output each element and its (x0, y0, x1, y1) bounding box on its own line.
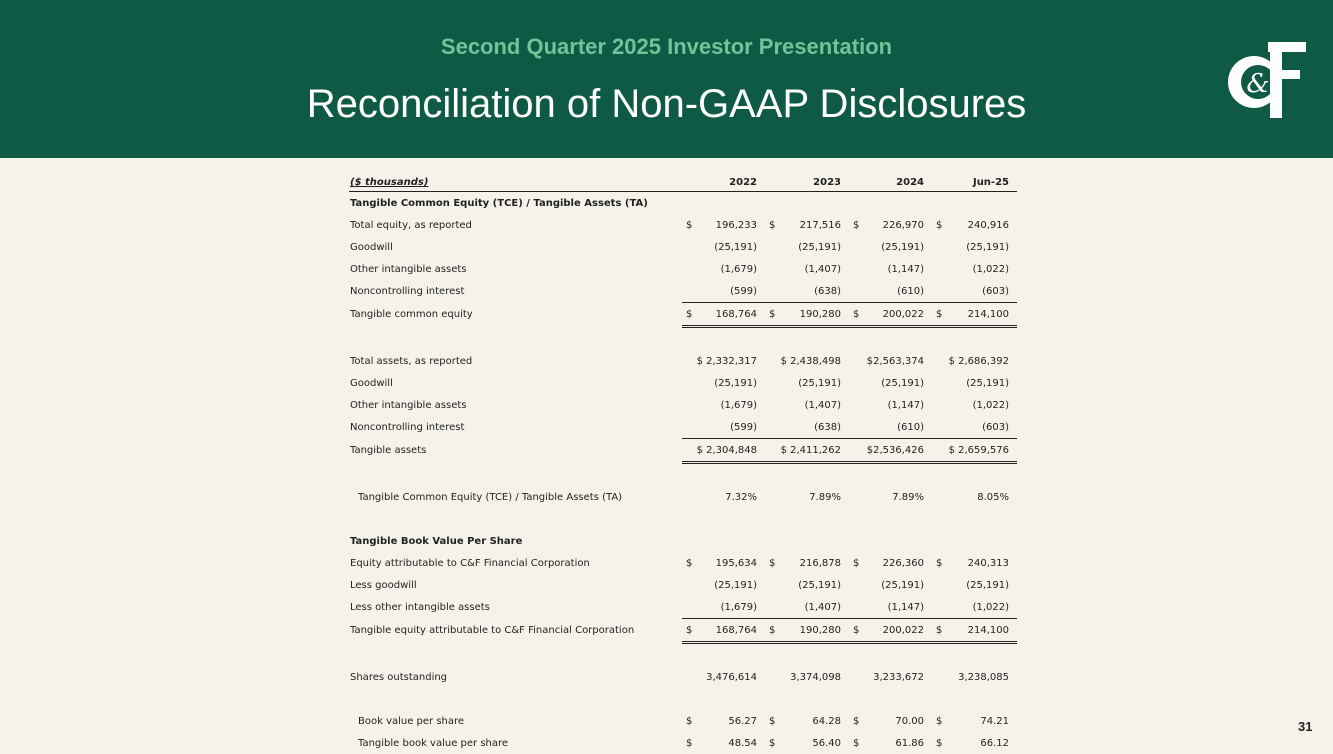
cell-value: 240,916 (967, 219, 1009, 231)
cell-value: (1,022) (932, 596, 1017, 619)
cell-value: 64.28 (812, 715, 841, 727)
currency-symbol: $ (936, 715, 943, 727)
cell-value: 3,374,098 (790, 671, 841, 683)
row-label: Total equity, as reported (350, 219, 472, 231)
row-label: Shares outstanding (350, 671, 448, 683)
currency-symbol: $ (936, 624, 943, 636)
spacer-row (349, 643, 1017, 667)
cell-value: 240,313 (967, 557, 1009, 569)
table-row (349, 552, 1017, 574)
cell-value: $ 2,411,262 (765, 439, 849, 463)
cell-value: (1,147) (887, 399, 924, 411)
cell-value: 70.00 (895, 715, 924, 727)
spacer-row (349, 327, 1017, 351)
cell-value: (1,407) (804, 263, 841, 275)
cell-value: (610) (849, 416, 932, 439)
currency-symbol: $ (853, 737, 860, 749)
table-row (349, 732, 1017, 754)
cell-value: $ 2,686,392 (948, 355, 1009, 367)
table-row (349, 280, 1017, 303)
cell-value: 48.54 (728, 737, 757, 749)
cell-value: 61.86 (895, 737, 924, 749)
table-row (349, 258, 1017, 280)
cell-value: (1,407) (804, 399, 841, 411)
row-label: Goodwill (350, 241, 393, 253)
currency-symbol: $ (769, 557, 776, 569)
cell-value: 168,764 (715, 308, 757, 320)
currency-symbol: $ (769, 219, 776, 231)
currency-symbol: $ (936, 557, 943, 569)
cell-value: (25,191) (714, 241, 757, 253)
row-label: Other intangible assets (350, 399, 467, 411)
cell-value: (25,191) (798, 377, 841, 389)
currency-symbol: $ (769, 715, 776, 727)
row-label: Tangible common equity (350, 309, 473, 320)
currency-symbol: $ (686, 557, 693, 569)
cell-value: 7.89% (809, 491, 841, 503)
cell-value: $2,563,374 (866, 355, 924, 367)
cell-value: (25,191) (714, 579, 757, 591)
row-label: Other intangible assets (350, 263, 467, 275)
currency-symbol: $ (686, 737, 693, 749)
cell-value: 214,100 (967, 624, 1009, 636)
cell-value: (25,191) (966, 241, 1009, 253)
cell-value: $ 2,332,317 (696, 355, 757, 367)
cell-value: (638) (765, 280, 849, 303)
row-label: Tangible Common Equity (TCE) / Tangible Assets (TA) (358, 491, 623, 503)
currency-symbol: $ (769, 737, 776, 749)
row-label: Less other intangible assets (350, 601, 490, 613)
currency-symbol: $ (936, 219, 943, 231)
table-row (349, 350, 1017, 372)
currency-symbol: $ (936, 737, 943, 749)
row-label: Less goodwill (350, 579, 417, 591)
cell-value: (25,191) (714, 377, 757, 389)
row-label: Tangible assets (350, 445, 427, 456)
cf-logo (1222, 36, 1306, 120)
cell-value: (1,407) (765, 596, 849, 619)
svg-text:&: & (1246, 69, 1270, 99)
spacer-row (349, 463, 1017, 487)
cell-value: 200,022 (882, 624, 924, 636)
cell-value: 56.40 (812, 737, 841, 749)
cell-value: (1,147) (887, 263, 924, 275)
table-row (349, 666, 1017, 688)
cell-value: (25,191) (881, 579, 924, 591)
currency-symbol: $ (853, 557, 860, 569)
cell-value: 66.12 (980, 737, 1009, 749)
slide-title: Reconciliation of Non-GAAP Disclosures (306, 82, 1027, 126)
cell-value: (1,679) (682, 596, 765, 619)
spacer-row (349, 508, 1017, 530)
row-label: Total assets, as reported (350, 355, 473, 367)
cell-value: $ 2,438,498 (780, 355, 841, 367)
cell-value: 196,233 (715, 219, 757, 231)
cell-value: (25,191) (881, 241, 924, 253)
cell-value: 216,878 (799, 557, 841, 569)
currency-symbol: $ (853, 308, 860, 320)
cell-value: (25,191) (966, 377, 1009, 389)
col-2022: 2022 (682, 174, 765, 192)
table-header-row (349, 174, 1017, 192)
row-label: Tangible book value per share (358, 737, 509, 749)
col-2024: 2024 (849, 174, 932, 192)
cell-value: (599) (682, 416, 765, 439)
table-row (349, 574, 1017, 596)
cell-value: 56.27 (728, 715, 757, 727)
cell-value: (25,191) (881, 377, 924, 389)
tbv-section-title: Tangible Book Value Per Share (350, 535, 523, 547)
cell-value: 7.89% (892, 491, 924, 503)
currency-symbol: $ (686, 715, 693, 727)
currency-symbol: $ (686, 624, 693, 636)
unit-label: ($ thousands) (349, 174, 682, 192)
cell-value: 3,233,672 (873, 671, 924, 683)
cell-value: (610) (849, 280, 932, 303)
cell-value: (1,679) (720, 399, 757, 411)
cell-value: 200,022 (882, 308, 924, 320)
cell-value: $2,536,426 (849, 439, 932, 463)
currency-symbol: $ (936, 308, 943, 320)
spacer-row (349, 688, 1017, 710)
cell-value: (603) (932, 416, 1017, 439)
table-row (349, 710, 1017, 732)
presentation-subtitle: Second Quarter 2025 Investor Presentation (440, 34, 893, 59)
cell-value: 74.21 (980, 715, 1009, 727)
cell-value: 7.32% (725, 491, 757, 503)
cell-value: (1,022) (972, 263, 1009, 275)
currency-symbol: $ (853, 715, 860, 727)
cell-value: 190,280 (799, 624, 841, 636)
col-jun25: Jun-25 (932, 174, 1017, 192)
cell-value: (638) (765, 416, 849, 439)
cell-value: (1,679) (720, 263, 757, 275)
section-title-row (349, 530, 1017, 552)
cell-value: (25,191) (798, 241, 841, 253)
cell-value: 190,280 (799, 308, 841, 320)
row-label: Noncontrolling interest (350, 421, 465, 433)
table-row (349, 236, 1017, 258)
header-banner (0, 0, 1333, 158)
section-title-row (349, 192, 1017, 215)
cell-value: $ 2,659,576 (932, 439, 1017, 463)
cell-value: (1,147) (849, 596, 932, 619)
row-label: Equity attributable to C&F Financial Corporation (350, 557, 590, 569)
cell-value: (603) (932, 280, 1017, 303)
currency-symbol: $ (686, 308, 693, 320)
cell-value: 3,476,614 (706, 671, 757, 683)
table-row (349, 394, 1017, 416)
page-number: 31 (1298, 719, 1313, 734)
cell-value: 8.05% (977, 491, 1009, 503)
cell-value: 3,238,085 (958, 671, 1009, 683)
cell-value: (599) (682, 280, 765, 303)
table-row (349, 439, 1017, 463)
cell-value: 195,634 (715, 557, 757, 569)
currency-symbol: $ (853, 219, 860, 231)
cell-value: 168,764 (715, 624, 757, 636)
cell-value: (25,191) (798, 579, 841, 591)
table-row (349, 486, 1017, 508)
table-row (349, 619, 1017, 643)
cell-value: 217,516 (799, 219, 841, 231)
row-label: Goodwill (350, 377, 393, 389)
cell-value: $ 2,304,848 (682, 439, 765, 463)
table-row (349, 372, 1017, 394)
table-row (349, 303, 1017, 327)
row-label: Book value per share (358, 715, 465, 727)
currency-symbol: $ (769, 624, 776, 636)
cell-value: 226,970 (882, 219, 924, 231)
table-row (349, 596, 1017, 619)
cell-value: 226,360 (882, 557, 924, 569)
row-label: Tangible equity attributable to C&F Financial Corporation (350, 625, 635, 636)
cell-value: 214,100 (967, 308, 1009, 320)
cell-value: (25,191) (966, 579, 1009, 591)
cell-value: (1,022) (972, 399, 1009, 411)
tce-section-title: Tangible Common Equity (TCE) / Tangible Assets (TA) (350, 197, 648, 209)
row-label: Noncontrolling interest (350, 285, 465, 297)
table-row (349, 416, 1017, 439)
currency-symbol: $ (853, 624, 860, 636)
table-row (349, 214, 1017, 236)
reconciliation-table (349, 174, 1009, 754)
currency-symbol: $ (686, 219, 693, 231)
col-2023: 2023 (765, 174, 849, 192)
currency-symbol: $ (769, 308, 776, 320)
